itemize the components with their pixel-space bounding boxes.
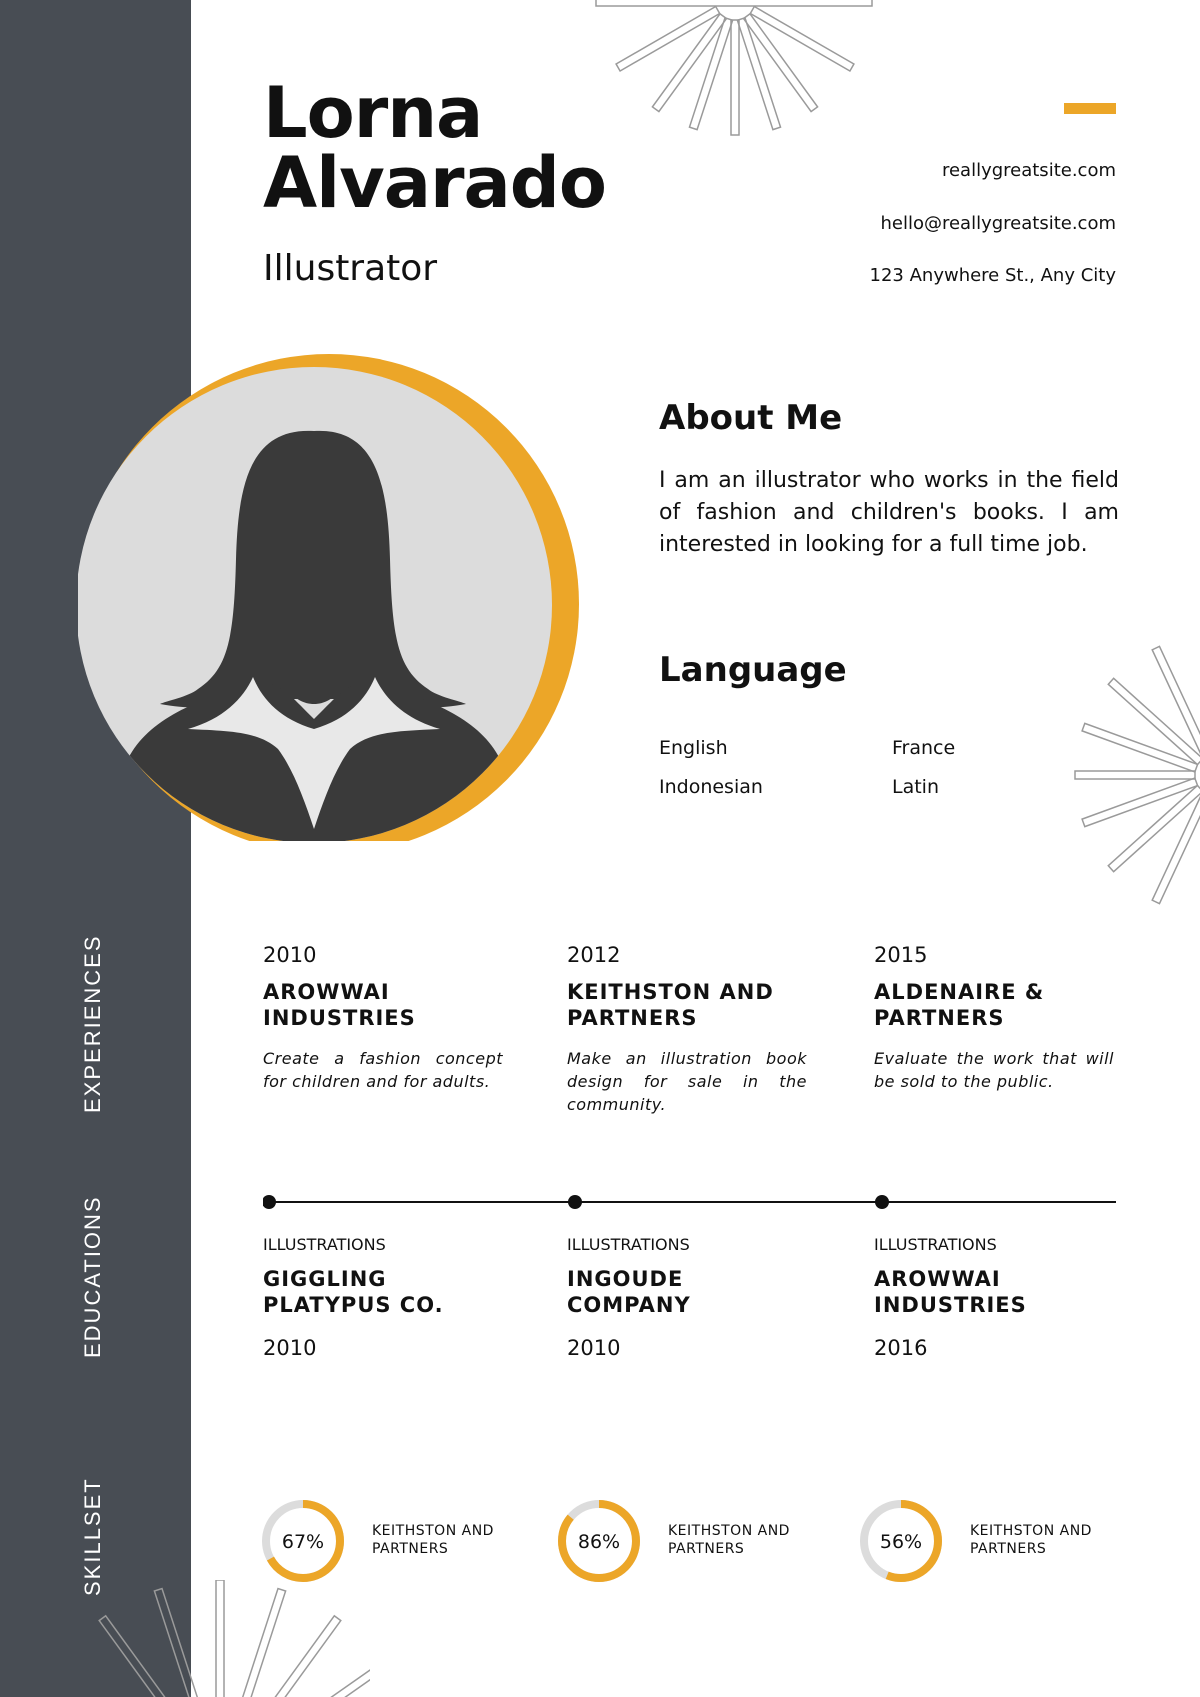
education-item [874, 1235, 1114, 1360]
experience-year: 2015 [874, 943, 928, 967]
experience-company: AROWWAI INDUSTRIES [263, 980, 416, 1030]
education-item [263, 1235, 503, 1360]
experience-item [874, 943, 1114, 1093]
education-kind: ILLUSTRATIONS [874, 1235, 997, 1254]
starburst-decoration-bottom [70, 1580, 370, 1697]
education-company: GIGGLING PLATYPUS CO. [263, 1267, 444, 1317]
timeline [263, 1194, 1116, 1210]
sidebar [0, 0, 191, 1697]
skill-name: KEITHSTON AND PARTNERS [372, 1523, 494, 1557]
skill-ring [856, 1496, 946, 1586]
skill-item [554, 1496, 814, 1586]
experience-year: 2010 [263, 943, 317, 967]
education-year: 2010 [567, 1336, 621, 1360]
sidebar-label-educations: EDUCATIONS [80, 1195, 105, 1358]
education-company: AROWWAI INDUSTRIES [874, 1267, 1027, 1317]
timeline-dot [263, 1195, 276, 1209]
experience-company: ALDENAIRE & PARTNERS [874, 980, 1045, 1030]
education-year: 2010 [263, 1336, 317, 1360]
experience-year: 2012 [567, 943, 621, 967]
skill-percent: 67% [281, 1531, 325, 1553]
language-item: France [892, 737, 956, 759]
skill-item [258, 1496, 518, 1586]
timeline-dot [875, 1195, 889, 1209]
profile-photo [78, 339, 580, 841]
timeline-dot [568, 1195, 582, 1209]
experience-company: KEITHSTON AND PARTNERS [567, 980, 774, 1030]
last-name: Alvarado [263, 142, 606, 224]
person-silhouette-icon [78, 339, 580, 841]
language-item: Indonesian [659, 776, 763, 798]
first-name: Lorna [263, 72, 483, 154]
language-title: Language [659, 650, 847, 690]
experience-description: Evaluate the work that will be sold to the public. [874, 1049, 1114, 1091]
skill-name: KEITHSTON AND PARTNERS [668, 1523, 790, 1557]
sidebar-label-experiences: EXPERIENCES [80, 934, 105, 1113]
education-company: INGOUDE COMPANY [567, 1267, 691, 1317]
contact-address: 123 Anywhere St., Any City [869, 265, 1116, 286]
experience-item [263, 943, 503, 1093]
education-kind: ILLUSTRATIONS [567, 1235, 690, 1254]
language-item: English [659, 737, 728, 759]
education-kind: ILLUSTRATIONS [263, 1235, 386, 1254]
language-item: Latin [892, 776, 939, 798]
skill-name: KEITHSTON AND PARTNERS [970, 1523, 1092, 1557]
experience-description: Make an illustration book design for sale in the community. [567, 1049, 807, 1114]
sidebar-label-skillset: SKILLSET [80, 1477, 105, 1596]
skill-ring [258, 1496, 348, 1586]
job-title: Illustrator [263, 248, 438, 289]
starburst-decoration-top [595, 0, 875, 140]
accent-bar [1064, 103, 1116, 114]
skill-item [856, 1496, 1116, 1586]
education-item [567, 1235, 807, 1360]
starburst-decoration-right [1065, 615, 1200, 935]
education-year: 2016 [874, 1336, 928, 1360]
experience-item [567, 943, 807, 1116]
person-name [263, 72, 606, 224]
about-title: About Me [659, 398, 843, 438]
skill-ring [554, 1496, 644, 1586]
contact-email[interactable]: hello@reallygreatsite.com [880, 213, 1116, 234]
contact-website[interactable]: reallygreatsite.com [941, 160, 1116, 181]
experience-description: Create a fashion concept for children and for adults. [263, 1049, 503, 1091]
skill-percent: 56% [879, 1531, 923, 1553]
about-text: I am an illustrator who works in the field of fashion and children's books. I am interested in looking for a full time job. [659, 468, 1119, 557]
skill-percent: 86% [577, 1531, 621, 1553]
